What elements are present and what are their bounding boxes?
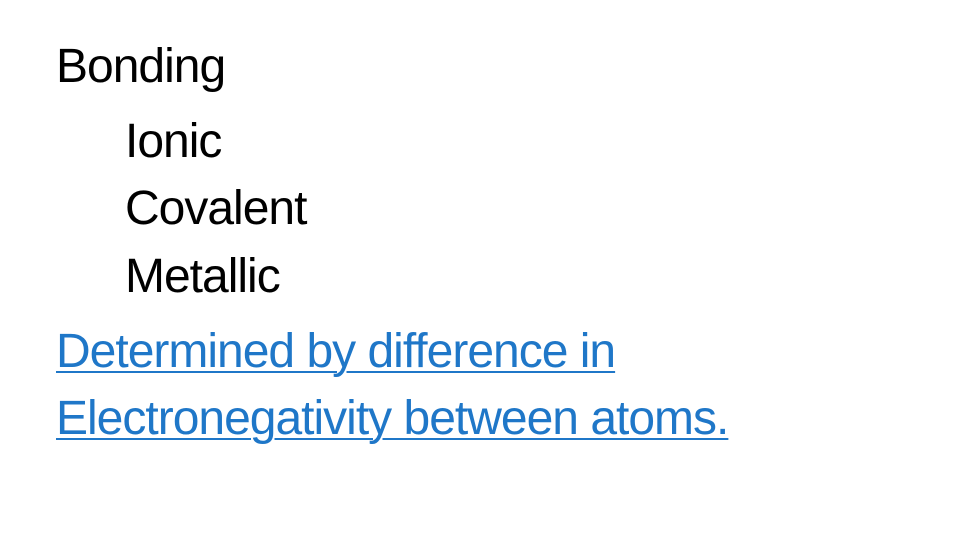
list-item-metallic: Metallic [125,250,280,303]
slide-heading: Bonding [56,40,226,93]
list-item-covalent: Covalent [125,182,307,235]
list-item-ionic: Ionic [125,115,222,168]
hyperlink-line-1[interactable]: Determined by difference in [56,325,616,378]
hyperlink-line-2[interactable]: Electronegativity between atoms. [56,392,729,445]
